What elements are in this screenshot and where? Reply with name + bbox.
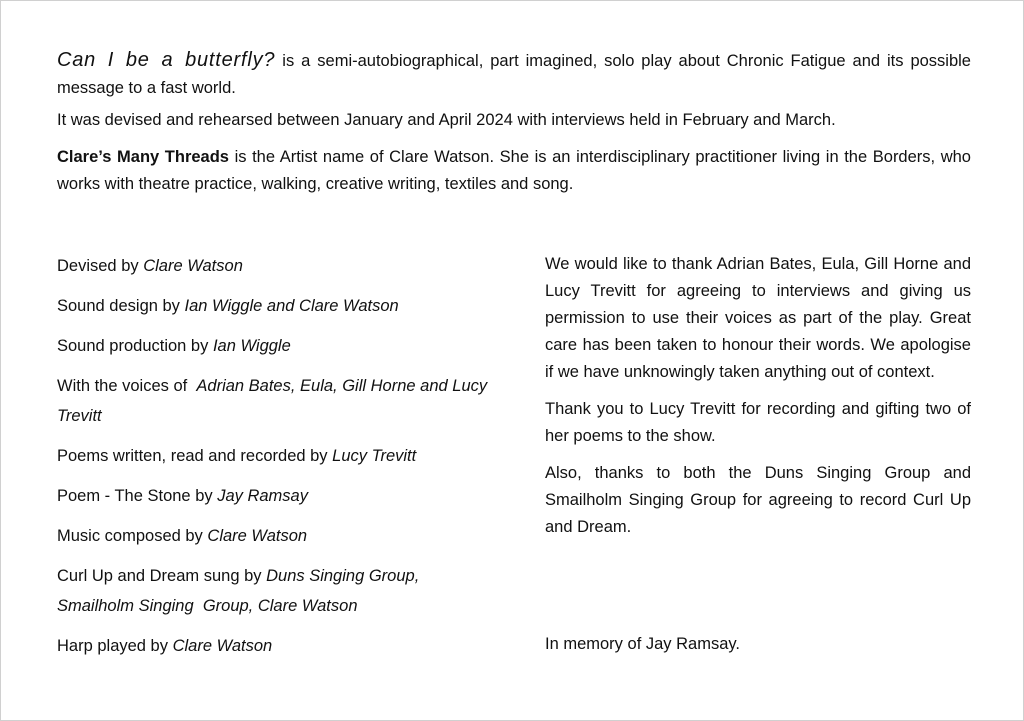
credit-item: [57, 561, 497, 621]
credits-list: [57, 251, 497, 671]
credit-item: [57, 631, 497, 661]
in-memory-note: In memory of Jay Ramsay.: [545, 635, 740, 653]
acknowledgements: [545, 251, 971, 551]
artist-description: [57, 144, 971, 198]
thanks-interviewees: We would like to thank Adrian Bates, Eula, Gill Horne and Lucy Trevitt for agreeing to interviews and giving us permission to use their voices as part of the play. Great care has been taken to honour their words. We apologise if we have unknowingly taken anything out of context.: [545, 255, 971, 381]
credit-role: Poem - The Stone by: [57, 487, 218, 505]
devised-sentence: It was devised and rehearsed between January and April 2024 with interviews held in February and March.: [57, 111, 836, 129]
play-summary: is a semi-autobiographical, part imagined, solo play about Chronic Fatigue and its possible message to a fast world.: [57, 52, 971, 97]
play-description: [57, 47, 971, 102]
credit-person: Clare Watson: [207, 527, 308, 545]
credit-item: [57, 371, 497, 431]
credit-person: Lucy Trevitt: [332, 447, 417, 465]
credit-person: Clare Watson: [143, 257, 243, 275]
credit-role: Sound production by: [57, 337, 213, 355]
thanks-singing-groups: Also, thanks to both the Duns Singing Group and Smailholm Singing Group for agreeing to record Curl Up and Dream.: [545, 464, 971, 536]
thanks-poems: Thank you to Lucy Trevitt for recording and gifting two of her poems to the show.: [545, 400, 971, 445]
credit-item: [57, 441, 497, 471]
artist-summary: is the Artist name of Clare Watson. She is an interdisciplinary practitioner living in the Borders, who works with theatre practice, walking, creative writing, textiles and song.: [57, 148, 971, 193]
credit-person: Ian Wiggle and Clare Watson: [184, 297, 399, 315]
credit-person: Clare Watson: [172, 637, 273, 655]
credit-item: [57, 291, 497, 321]
credit-item: [57, 331, 497, 361]
credit-role: Sound design by: [57, 297, 185, 315]
artist-name: Clare’s Many Threads: [57, 148, 229, 166]
credit-person: Jay Ramsay: [217, 487, 308, 505]
credit-item: [57, 481, 497, 511]
credit-role: Curl Up and Dream sung by: [57, 567, 267, 585]
credit-role: Music composed by: [57, 527, 208, 545]
credit-role: Poems written, read and recorded by: [57, 447, 333, 465]
credit-person: Ian Wiggle: [212, 337, 291, 355]
credit-item: [57, 251, 497, 281]
credit-role: With the voices of: [57, 377, 197, 395]
credit-role: Devised by: [57, 257, 144, 275]
credit-role: Harp played by: [57, 637, 173, 655]
credit-item: [57, 521, 497, 551]
intro-section: [57, 47, 971, 208]
play-title: Can I be a butterfly?: [57, 49, 276, 71]
credit-person: Duns Singing Group, Smailholm Singing Group, Clare Watson: [57, 567, 424, 615]
credit-person: Adrian Bates, Eula, Gill Horne and Lucy Trevitt: [57, 377, 492, 425]
